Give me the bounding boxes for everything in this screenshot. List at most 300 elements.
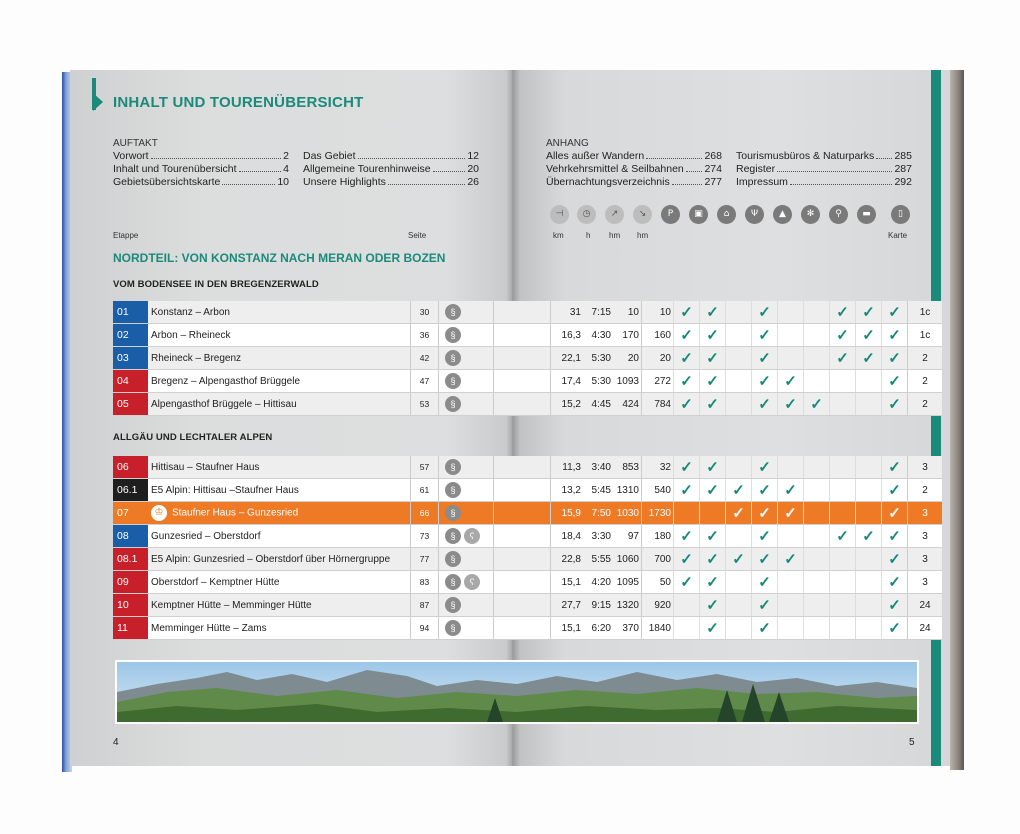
spacer (494, 617, 527, 640)
spacer (494, 548, 527, 571)
checkmark-icon: ✓ (882, 525, 908, 548)
duration-h: 4:45 (583, 393, 613, 416)
distance-km: 15,9 (551, 502, 584, 525)
stage-number: 01 (113, 301, 148, 324)
feature-check (804, 347, 830, 370)
stage-page: 47 (411, 370, 439, 393)
map-number: 2 (908, 370, 943, 393)
checkmark-icon: ✓ (778, 502, 804, 525)
map-number: 1c (908, 301, 943, 324)
cablecar-icon: ⌂ (717, 205, 736, 224)
map-number: 3 (908, 571, 943, 594)
toc-label: Vehrkehrsmittel & Seilbahnen (546, 163, 684, 175)
checkmark-icon: ✓ (752, 301, 778, 324)
difficulty-icons (439, 571, 494, 594)
checkmark-icon: ✓ (778, 370, 804, 393)
checkmark-icon: ✓ (752, 347, 778, 370)
tour-row[interactable] (113, 347, 942, 370)
spacer (494, 502, 527, 525)
stage-name (148, 347, 411, 370)
feature-check (726, 347, 752, 370)
tour-row[interactable] (113, 571, 942, 594)
hm2-head: hm (637, 231, 649, 240)
stage-name-text: Kemptner Hütte – Memminger Hütte (151, 599, 312, 611)
trail-difficulty-icon: § (445, 597, 461, 613)
tour-row[interactable] (113, 370, 942, 393)
spacer (494, 594, 527, 617)
stage-page: 30 (411, 301, 439, 324)
group-heading: ALLGÄU UND LECHTALER ALPEN (113, 432, 273, 443)
checkmark-icon: ✓ (700, 525, 726, 548)
checkmark-icon: ✓ (700, 347, 726, 370)
feature-check (830, 393, 856, 416)
map-icon: ▯ (891, 205, 910, 224)
checkmark-icon: ✓ (882, 324, 908, 347)
hm-head: hm (609, 231, 621, 240)
distance-km: 22,1 (551, 347, 584, 370)
checkmark-icon: ✓ (778, 393, 804, 416)
feature-check (778, 324, 804, 347)
toc-leader (151, 150, 282, 159)
feature-check (778, 571, 804, 594)
toc-page: 277 (704, 176, 722, 188)
checkmark-icon: ✓ (700, 393, 726, 416)
toc-entry[interactable] (113, 163, 289, 176)
descent-hm: 10 (642, 301, 674, 324)
stage-name-text: Konstanz – Arbon (151, 306, 230, 318)
tour-row[interactable] (113, 456, 942, 479)
checkmark-icon: ✓ (674, 456, 700, 479)
stage-number: 10 (113, 594, 148, 617)
stage-name (148, 324, 411, 347)
stage-name (148, 479, 411, 502)
feature-check (830, 548, 856, 571)
checkmark-icon: ✓ (726, 479, 752, 502)
difficulty-icons (439, 617, 494, 640)
distance-km: 27,7 (551, 594, 584, 617)
seite-head: Seite (408, 231, 427, 240)
trail-difficulty-icon: § (445, 528, 461, 544)
feature-check (830, 479, 856, 502)
group-heading: VOM BODENSEE IN DEN BREGENZERWALD (113, 279, 319, 290)
stage-name (148, 301, 411, 324)
descent-hm: 540 (642, 479, 674, 502)
tour-row[interactable] (113, 502, 942, 525)
duration-h: 9:15 (583, 594, 613, 617)
signpost-icon: ⊣ (550, 205, 569, 224)
checkmark-icon: ✓ (726, 548, 752, 571)
checkmark-icon: ✓ (882, 393, 908, 416)
feature-check (674, 594, 700, 617)
tour-table-allgaeu (113, 456, 942, 640)
descent-hm: 920 (642, 594, 674, 617)
spacer (494, 571, 527, 594)
stage-page: 61 (411, 479, 439, 502)
feature-check (778, 594, 804, 617)
toc-page: 20 (467, 163, 479, 175)
tour-row[interactable] (113, 525, 942, 548)
toc-label: Das Gebiet (303, 150, 356, 162)
toc-label: Gebietsübersichtskarte (113, 176, 221, 188)
toc-page: 292 (894, 176, 912, 188)
spacer (526, 571, 551, 594)
karte-head: Karte (888, 231, 908, 240)
tour-row[interactable] (113, 617, 942, 640)
ascent-hm: 1310 (613, 479, 642, 502)
section-heading: NORDTEIL: VON KONSTANZ NACH MERAN ODER BOZEN (113, 251, 446, 265)
toc-leader (790, 176, 893, 185)
duration-h: 7:50 (583, 502, 613, 525)
feature-check (804, 548, 830, 571)
feature-check (726, 617, 752, 640)
checkmark-icon: ✓ (700, 548, 726, 571)
checkmark-icon: ✓ (700, 370, 726, 393)
tour-row[interactable] (113, 548, 942, 571)
checkmark-icon: ✓ (830, 525, 856, 548)
distance-km: 31 (551, 301, 584, 324)
difficulty-icons (439, 502, 494, 525)
toc-entry[interactable] (736, 176, 912, 189)
duration-h: 4:20 (583, 571, 613, 594)
checkmark-icon: ✓ (700, 571, 726, 594)
trail-difficulty-icon: § (445, 459, 461, 475)
toc-entry[interactable] (736, 163, 912, 176)
difficulty-icons (439, 301, 494, 324)
ascent-hm: 1093 (613, 370, 642, 393)
ascent-hm: 1060 (613, 548, 642, 571)
checkmark-icon: ✓ (752, 324, 778, 347)
feature-check (856, 594, 882, 617)
trail-difficulty-icon: § (445, 620, 461, 636)
spacer (494, 456, 527, 479)
checkmark-icon: ✓ (700, 479, 726, 502)
chapter-tab (931, 70, 941, 766)
family-bear-icon: ʕ (464, 528, 480, 544)
duration-h: 5:55 (583, 548, 613, 571)
toc-leader (358, 150, 466, 159)
map-number: 3 (908, 456, 943, 479)
stage-name-text: Arbon – Rheineck (151, 329, 231, 341)
page-number-right: 5 (909, 737, 915, 748)
toc-entry[interactable] (303, 163, 479, 176)
checkmark-icon: ✓ (752, 456, 778, 479)
auftakt-header: AUFTAKT (113, 138, 158, 149)
stage-number: 05 (113, 393, 148, 416)
distance-km: 17,4 (551, 370, 584, 393)
toc-entry[interactable] (546, 150, 722, 163)
ascent-icon: ↗ (605, 205, 624, 224)
descent-hm: 1730 (642, 502, 674, 525)
km-head: km (553, 231, 564, 240)
stage-name-text: Hittisau – Staufner Haus (151, 461, 260, 473)
stage-page: 42 (411, 347, 439, 370)
feature-check (856, 502, 882, 525)
feature-check (856, 617, 882, 640)
trail-difficulty-icon: § (445, 373, 461, 389)
distance-km: 15,2 (551, 393, 584, 416)
toc-label: Vorwort (113, 150, 149, 162)
feature-check (726, 571, 752, 594)
feature-check (726, 370, 752, 393)
toc-leader (239, 163, 282, 172)
stage-name (148, 525, 411, 548)
stage-number: 03 (113, 347, 148, 370)
toc-page: 4 (283, 163, 289, 175)
anhang-header: ANHANG (546, 138, 589, 149)
parking-icon: P (661, 205, 680, 224)
spacer (526, 301, 551, 324)
feature-check (804, 525, 830, 548)
checkmark-icon: ✓ (882, 301, 908, 324)
difficulty-icons (439, 594, 494, 617)
map-number: 24 (908, 594, 943, 617)
difficulty-icons (439, 347, 494, 370)
stage-number: 02 (113, 324, 148, 347)
stage-number: 04 (113, 370, 148, 393)
map-number: 2 (908, 393, 943, 416)
checkmark-icon: ✓ (674, 347, 700, 370)
stage-page: 87 (411, 594, 439, 617)
spacer (494, 370, 527, 393)
anhang-col1 (546, 150, 722, 189)
auftakt-col2 (303, 150, 479, 189)
checkmark-icon: ✓ (856, 301, 882, 324)
stage-page: 73 (411, 525, 439, 548)
map-number: 1c (908, 324, 943, 347)
tour-row[interactable] (113, 393, 942, 416)
descent-hm: 50 (642, 571, 674, 594)
checkmark-icon: ✓ (856, 347, 882, 370)
tour-row[interactable] (113, 479, 942, 502)
mountain-panorama-image (115, 660, 919, 724)
spacer (526, 324, 551, 347)
duration-h: 5:30 (583, 347, 613, 370)
checkmark-icon: ✓ (700, 456, 726, 479)
stage-name (148, 571, 411, 594)
checkmark-icon: ✓ (856, 525, 882, 548)
stage-name-text: Memminger Hütte – Zams (151, 622, 267, 634)
feature-check (726, 301, 752, 324)
feature-check (804, 617, 830, 640)
toc-leader (876, 150, 892, 159)
difficulty-icons (439, 548, 494, 571)
feature-check (778, 525, 804, 548)
spacer (526, 370, 551, 393)
bed-icon: ▬ (857, 205, 876, 224)
title-arrow-icon (93, 93, 103, 111)
toc-entry[interactable] (113, 150, 289, 163)
ascent-hm: 424 (613, 393, 642, 416)
feature-check (830, 594, 856, 617)
toc-entry[interactable] (113, 176, 289, 189)
descent-hm: 272 (642, 370, 674, 393)
ascent-hm: 1030 (613, 502, 642, 525)
toc-entry[interactable] (303, 176, 479, 189)
duration-h: 3:30 (583, 525, 613, 548)
toc-label: Register (736, 163, 776, 175)
stage-number: 06.1 (113, 479, 148, 502)
stage-page: 66 (411, 502, 439, 525)
clock-icon: ◷ (577, 205, 596, 224)
toc-entry[interactable] (546, 163, 722, 176)
distance-km: 13,2 (551, 479, 584, 502)
checkmark-icon: ✓ (752, 479, 778, 502)
descent-hm: 1840 (642, 617, 674, 640)
checkmark-icon: ✓ (882, 456, 908, 479)
feature-check (804, 324, 830, 347)
toc-page: 12 (467, 150, 479, 162)
trail-difficulty-icon: § (445, 304, 461, 320)
spacer (494, 347, 527, 370)
toc-leader (672, 176, 703, 185)
feature-check (726, 393, 752, 416)
feature-check (726, 324, 752, 347)
family-bear-icon: ʕ (464, 574, 480, 590)
duration-h: 3:40 (583, 456, 613, 479)
spacer (526, 502, 551, 525)
toc-leader (777, 163, 892, 172)
feature-check (830, 502, 856, 525)
duration-h: 6:20 (583, 617, 613, 640)
distance-km: 18,4 (551, 525, 584, 548)
checkmark-icon: ✓ (830, 324, 856, 347)
tour-row[interactable] (113, 594, 942, 617)
checkmark-icon: ✓ (700, 594, 726, 617)
toc-entry[interactable] (736, 150, 912, 163)
feature-check (778, 301, 804, 324)
spacer (526, 456, 551, 479)
tour-row[interactable] (113, 301, 942, 324)
checkmark-icon: ✓ (882, 571, 908, 594)
spacer (526, 393, 551, 416)
checkmark-icon: ✓ (882, 594, 908, 617)
ascent-hm: 370 (613, 617, 642, 640)
feature-check (700, 502, 726, 525)
toc-label: Tourismusbüros & Naturparks (736, 150, 875, 162)
stage-name (148, 617, 411, 640)
ascent-hm: 853 (613, 456, 642, 479)
feature-check (856, 370, 882, 393)
spacer (526, 479, 551, 502)
checkmark-icon: ✓ (752, 502, 778, 525)
ascent-hm: 97 (613, 525, 642, 548)
toc-page: 26 (467, 176, 479, 188)
toc-label: Impressum (736, 176, 788, 188)
stage-name-text: Oberstdorf – Kemptner Hütte (151, 576, 280, 588)
spacer (526, 548, 551, 571)
spacer (494, 324, 527, 347)
spacer (526, 617, 551, 640)
checkmark-icon: ✓ (674, 393, 700, 416)
stage-number: 08.1 (113, 548, 148, 571)
h-head: h (586, 231, 591, 240)
descent-icon: ↘ (633, 205, 652, 224)
feature-check (804, 594, 830, 617)
trail-difficulty-icon: § (445, 551, 461, 567)
map-number: 3 (908, 502, 943, 525)
ascent-hm: 20 (613, 347, 642, 370)
tour-row[interactable] (113, 324, 942, 347)
toc-leader (686, 163, 703, 172)
stage-page: 57 (411, 456, 439, 479)
toc-entry[interactable] (546, 176, 722, 189)
spacer (526, 594, 551, 617)
descent-hm: 160 (642, 324, 674, 347)
map-number: 3 (908, 548, 943, 571)
feature-check (674, 617, 700, 640)
checkmark-icon: ✓ (882, 502, 908, 525)
checkmark-icon: ✓ (674, 370, 700, 393)
feature-check (778, 617, 804, 640)
ascent-hm: 1095 (613, 571, 642, 594)
difficulty-icons (439, 393, 494, 416)
checkmark-icon: ✓ (752, 571, 778, 594)
feature-check (778, 347, 804, 370)
checkmark-icon: ✓ (752, 617, 778, 640)
feature-check (726, 525, 752, 548)
checkmark-icon: ✓ (700, 324, 726, 347)
stage-name-text: Gunzesried – Oberstdorf (151, 530, 261, 542)
feature-check (804, 571, 830, 594)
auftakt-col1 (113, 150, 289, 189)
duration-h: 5:30 (583, 370, 613, 393)
toc-label: Allgemeine Tourenhinweise (303, 163, 431, 175)
feature-check (856, 548, 882, 571)
trail-difficulty-icon: § (445, 327, 461, 343)
checkmark-icon: ✓ (804, 393, 830, 416)
stage-name-text: Rheineck – Bregenz (151, 352, 242, 364)
anhang-col2 (736, 150, 912, 189)
hut-icon: ▲ (773, 205, 792, 224)
descent-hm: 20 (642, 347, 674, 370)
feature-check (726, 456, 752, 479)
feature-check (856, 571, 882, 594)
checkmark-icon: ✓ (856, 324, 882, 347)
toc-page: 274 (704, 163, 722, 175)
duration-h: 7:15 (583, 301, 613, 324)
distance-km: 15,1 (551, 617, 584, 640)
map-number: 3 (908, 525, 943, 548)
checkmark-icon: ✓ (726, 502, 752, 525)
toc-label: Unsere Highlights (303, 176, 386, 188)
feature-check (804, 502, 830, 525)
stage-name-text: Alpengasthof Brüggele – Hittisau (151, 398, 297, 410)
descent-hm: 180 (642, 525, 674, 548)
toc-entry[interactable] (303, 150, 479, 163)
checkmark-icon: ✓ (674, 571, 700, 594)
spacer (526, 525, 551, 548)
stage-name-text: E5 Alpin: Hittisau –Staufner Haus (151, 484, 299, 496)
stage-number: 07 (113, 502, 148, 525)
toc-label: Inhalt und Tourenübersicht (113, 163, 237, 175)
trail-difficulty-icon: § (445, 482, 461, 498)
stage-number: 08 (113, 525, 148, 548)
trail-difficulty-icon: § (445, 350, 461, 366)
checkmark-icon: ✓ (778, 479, 804, 502)
checkmark-icon: ✓ (882, 347, 908, 370)
checkmark-icon: ✓ (882, 479, 908, 502)
descent-hm: 784 (642, 393, 674, 416)
ascent-hm: 10 (613, 301, 642, 324)
stage-name (148, 370, 411, 393)
toc-page: 285 (894, 150, 912, 162)
feature-check (804, 479, 830, 502)
spacer (494, 479, 527, 502)
winter-icon: ✻ (801, 205, 820, 224)
checkmark-icon: ✓ (752, 548, 778, 571)
checkmark-icon: ✓ (778, 548, 804, 571)
map-number: 2 (908, 479, 943, 502)
